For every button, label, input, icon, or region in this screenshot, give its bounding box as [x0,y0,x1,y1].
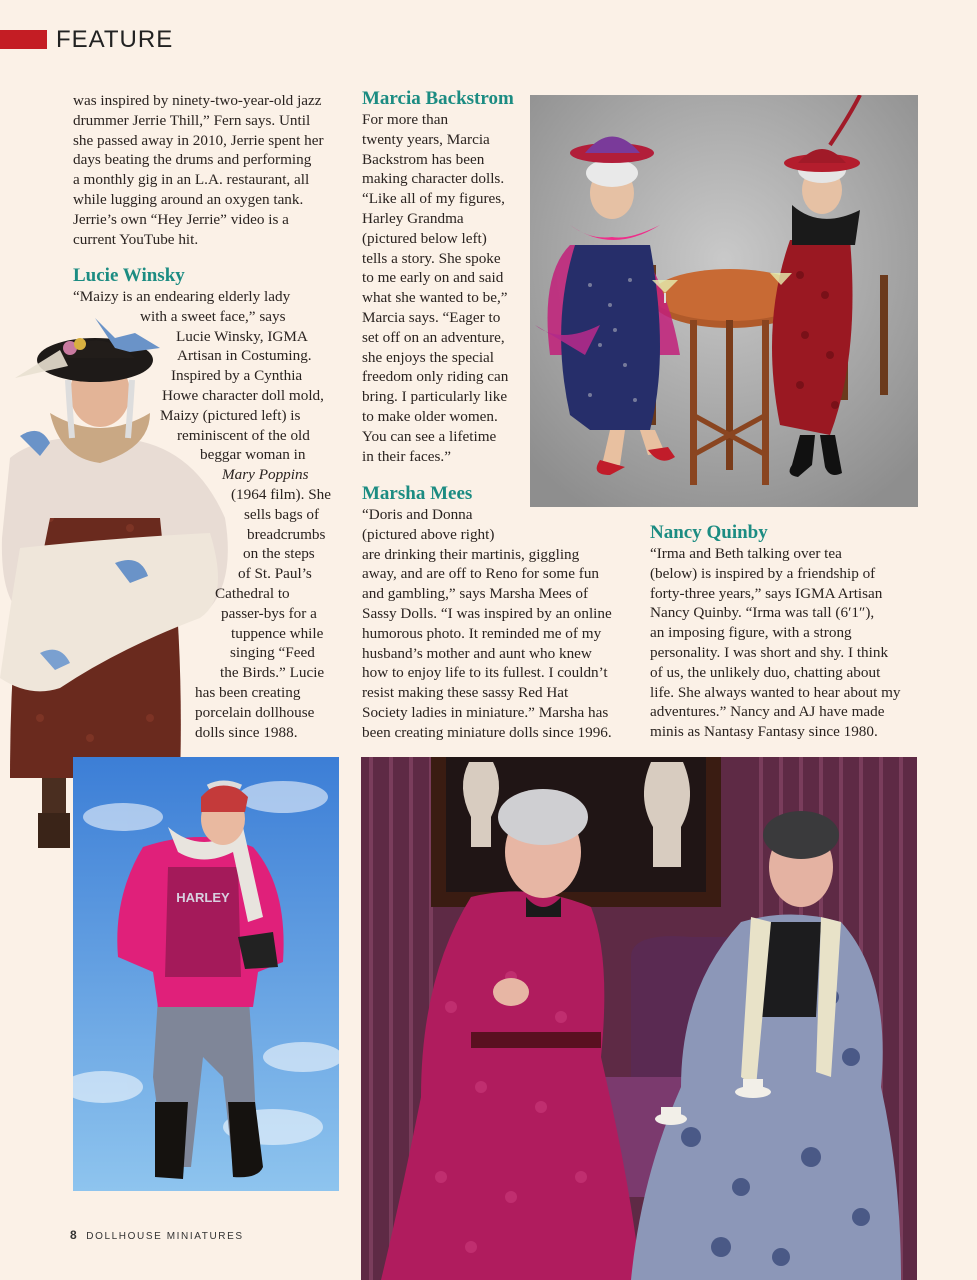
marcia-heading: Marcia Backstrom [362,88,514,109]
text-line: has been creating [195,683,301,701]
text-line: making character dolls. [362,170,505,188]
text-line: dolls since 1988. [195,723,298,741]
text-line: (pictured above right) [362,525,495,543]
text-line: drummer Jerrie Thill,” Fern says. Until [73,111,311,129]
text-line: current YouTube hit. [73,230,199,248]
text-line: (1964 film). She [231,485,331,503]
text-line: porcelain dollhouse [195,703,315,721]
text-line: Howe character doll mold, [162,386,324,404]
text-line: with a sweet face,” says [140,307,286,325]
text-line: tells a story. She spoke [362,249,501,267]
text-line: adventures.” Nancy and AJ have made [650,703,885,721]
text-line: and gambling,” says Marsha Mees of [362,585,589,603]
nancy-heading: Nancy Quinby [650,522,768,543]
magazine-name: DOLLHOUSE MINIATURES [86,1231,244,1242]
text-line: passer-bys for a [221,604,317,622]
text-line: forty-three years,” says IGMA Artisan [650,584,883,602]
text-line: Backstrom has been [362,150,485,168]
lucie-heading: Lucie Winsky [73,265,185,286]
text-line: singing “Feed [230,644,315,662]
text-line: Lucie Winsky, IGMA [176,327,308,345]
text-line: personality. I was short and shy. I think [650,643,889,661]
nancy-text [650,544,901,742]
text-line: days beating the drums and performing [73,151,312,169]
text-line: been creating miniature dolls since 1996. [362,723,612,741]
text-line: are drinking their martinis, giggling [362,545,580,563]
text-line: life. She always wanted to hear about my [650,683,901,701]
text-line: was inspired by ninety-two-year-old jazz [73,92,322,109]
text-line: (below) is inspired by a friendship of [650,564,876,582]
marsha-text [362,505,612,743]
text-line: of St. Paul’s [238,565,312,583]
text-line: how to enjoy life to its fullest. I couldn’t [362,664,608,682]
text-line: You can see a lifetime [362,427,497,445]
text-line: “Irma and Beth talking over tea [650,545,842,562]
text-line: on the steps [243,545,315,563]
lucie-text [0,287,340,742]
marcia-text [362,110,508,466]
photo-red-hat-ladies [530,95,918,507]
text-line: husband’s mother and aunt who knew [362,644,592,662]
text-line: Maizy (pictured left) is [160,406,301,424]
text-line: twenty years, Marcia [362,130,490,148]
text-line: reminiscent of the old [177,426,310,444]
page-number: 8 [70,1228,79,1242]
text-line: bring. I particularly like [362,388,508,406]
text-line: Society ladies in miniature.” Marsha has [362,703,609,721]
text-line: of us, the unlikely duo, chatting about [650,663,881,681]
page-footer [70,1228,244,1242]
text-line: in their faces.” [362,447,451,465]
text-line: resist making these sassy Red Hat [362,684,569,702]
text-line: minis as Nantasy Fantasy since 1980. [650,723,878,741]
book-title: Mary Poppins [222,466,309,484]
text-line: humorous photo. It reminded me of my [362,624,602,642]
text-line: Harley Grandma [362,209,464,227]
text-line: Sassy Dolls. “I was inspired by an online [362,604,612,622]
text-line: breadcrumbs [247,525,326,543]
text-line: “Maizy is an endearing elderly lady [73,288,291,305]
text-line: Artisan in Costuming. [177,347,312,365]
text-line: tuppence while [231,624,324,642]
text-line: an imposing figure, with a strong [650,624,852,642]
text-line: she passed away in 2010, Jerrie spent her [73,131,324,149]
text-line: “Like all of my figures, [362,190,505,208]
harley-logo: HARLEY [176,890,230,905]
text-line: set off on an adventure, [362,328,505,346]
marsha-heading: Marsha Mees [362,483,473,504]
section-label: FEATURE [56,26,174,53]
text-line: (pictured below left) [362,229,487,247]
text-line: she enjoys the special [362,348,495,366]
photo-harley-grandma [73,757,339,1191]
text-line: Marcia says. “Eager to [362,308,501,326]
column1-intro-text [73,91,324,249]
text-line: “Doris and Donna [362,506,473,523]
text-line: Nancy Quinby. “Irma was tall (6′1″), [650,604,875,622]
text-line: Jerrie’s own “Hey Jerrie” video is a [73,210,289,228]
text-line: sells bags of [244,505,320,523]
text-line: a monthly gig in an L.A. restaurant, all [73,171,310,189]
text-line: to make older women. [362,407,498,425]
text-line: beggar woman in [200,446,306,464]
text-line: away, and are off to Reno for some fun [362,565,600,583]
text-line: Cathedral to [215,584,290,602]
photo-irma-and-beth [361,757,917,1280]
text-line: to me early on and said [362,269,504,287]
text-line: Inspired by a Cynthia [171,367,303,385]
section-color-bar [0,30,47,49]
text-line: what she wanted to be,” [362,289,508,307]
text-line: For more than [362,111,449,128]
text-line: while lugging around an oxygen tank. [73,190,304,208]
text-line: the Birds.” Lucie [220,664,325,682]
text-line: freedom only riding can [362,368,509,386]
